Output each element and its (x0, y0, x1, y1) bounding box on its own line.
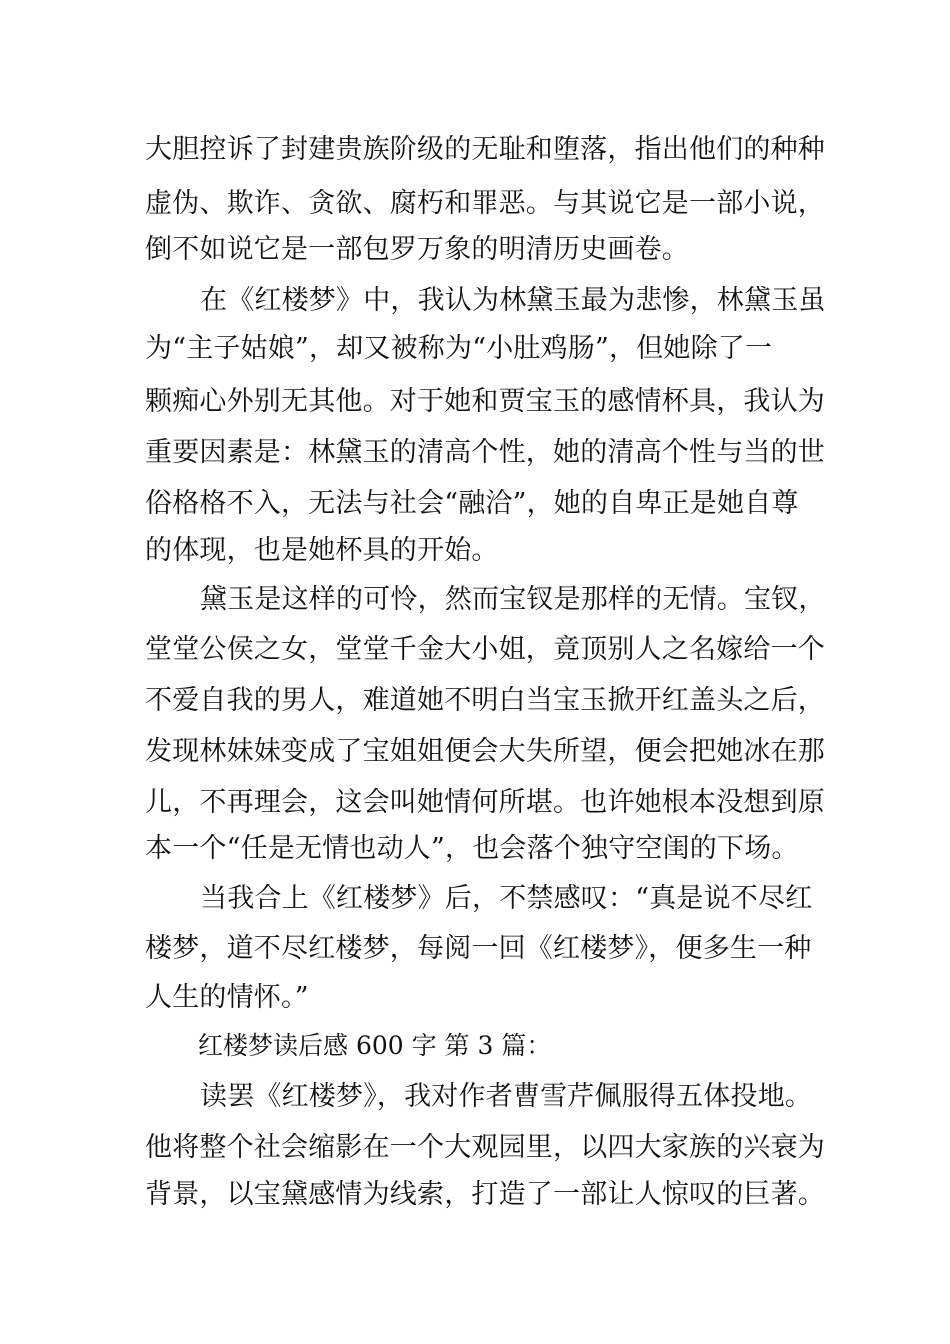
paragraph-start-line: 在《红楼梦》中，我认为林黛玉最为悲惨，林黛玉虽 (200, 285, 826, 316)
text-line: 的体现，也是她杯具的开始。 (145, 535, 499, 566)
paragraph-start-line: 当我合上《红楼梦》后，不禁感叹：“真是说不尽红 (200, 883, 813, 914)
text-line: 人生的情怀。” (145, 982, 309, 1013)
text-line: 虚伪、欺诈、贪欲、腐朽和罪恶。与其说它是一部小说， (145, 188, 825, 219)
text-line: 大胆控诉了封建贵族阶级的无耻和堕落，指出他们的种种 (145, 134, 825, 165)
text-line: 发现林妹妹变成了宝姐姐便会大失所望，便会把她冰在那 (145, 736, 825, 767)
text-line: 不爱自我的男人，难道她不明白当宝玉掀开红盖头之后， (145, 685, 825, 716)
text-line: 倒不如说它是一部包罗万象的明清历史画卷。 (145, 234, 689, 265)
section-heading: 红楼梦读后感 600 字 第 3 篇： (198, 1031, 552, 1060)
text-line: 堂堂公侯之女，堂堂千金大小姐，竟顶别人之名嫁给一个 (145, 634, 825, 665)
paragraph-start-line: 黛玉是这样的可怜，然而宝钗是那样的无情。宝钗， (200, 584, 826, 615)
text-line: 俗格格不入，无法与社会“融洽”，她的自卑正是她自尊 (145, 488, 799, 519)
text-line: 本一个“任是无情也动人”，也会落个独守空闺的下场。 (145, 833, 799, 864)
text-line: 颗痴心外别无其他。对于她和贾宝玉的感情杯具，我认为 (145, 386, 825, 417)
text-line: 他将整个社会缩影在一个大观园里，以四大家族的兴衰为 (145, 1132, 825, 1163)
text-line: 楼梦，道不尽红楼梦，每阅一回《红楼梦》，便多生一种 (145, 933, 812, 964)
text-line: 背景，以宝黛感情为线索，打造了一部让人惊叹的巨著。 (145, 1179, 825, 1210)
paragraph-start-line: 读罢《红楼梦》，我对作者曹雪芹佩服得五体投地。 (200, 1081, 813, 1112)
text-line: 为“主子姑娘”，却又被称为“小肚鸡肠”，但她除了一 (145, 333, 773, 364)
text-line: 儿，不再理会，这会叫她情何所堪。也许她根本没想到原 (145, 787, 825, 818)
text-line: 重要因素是：林黛玉的清高个性，她的清高个性与当的世 (145, 437, 825, 468)
